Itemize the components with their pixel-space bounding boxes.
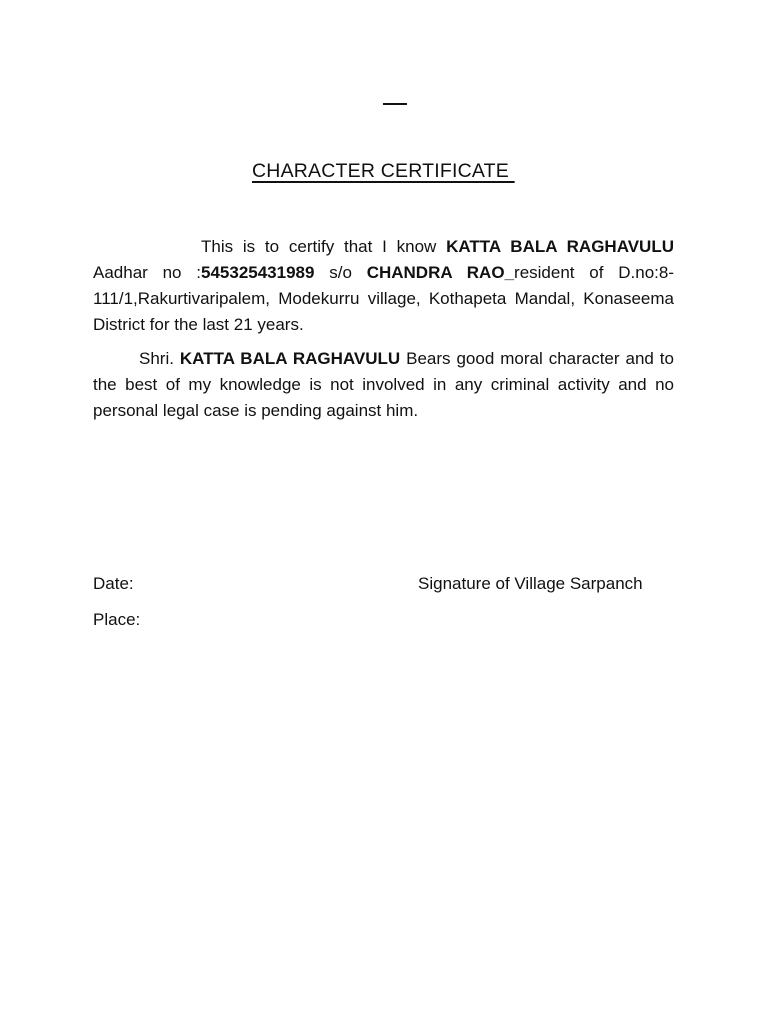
character-text: Bears good moral character and to the best of my knowledge is not involved in any criminal activity and no personal legal case is pending against him.	[93, 349, 674, 420]
so-text: s/o	[314, 263, 367, 282]
shri-prefix: Shri.	[139, 349, 180, 368]
signature-label: Signature of Village Sarpanch	[418, 574, 643, 593]
aadhar-label: Aadhar no :	[93, 263, 201, 282]
person-name: KATTA BALA RAGHAVULU	[446, 237, 674, 256]
person-name-2: KATTA BALA RAGHAVULU	[179, 349, 401, 368]
intro-text: This is to certify that I know	[201, 237, 447, 256]
document-title: CHARACTER CERTIFICATE	[252, 160, 515, 182]
header-dash	[383, 103, 407, 105]
father-name: CHANDRA RAO	[366, 263, 505, 282]
date-label: Date:	[93, 574, 134, 593]
address-text: resident of D.no:8-111/1,Rakurtivaripalem, Modekurru village, Kothapeta Mandal, Konaseema District for the last 21 years.	[93, 263, 674, 334]
underscore-mark: _	[504, 263, 515, 282]
certification-paragraph	[93, 234, 674, 338]
character-paragraph	[93, 346, 674, 424]
aadhar-number: 545325431989	[201, 263, 315, 282]
place-label: Place:	[93, 610, 141, 629]
